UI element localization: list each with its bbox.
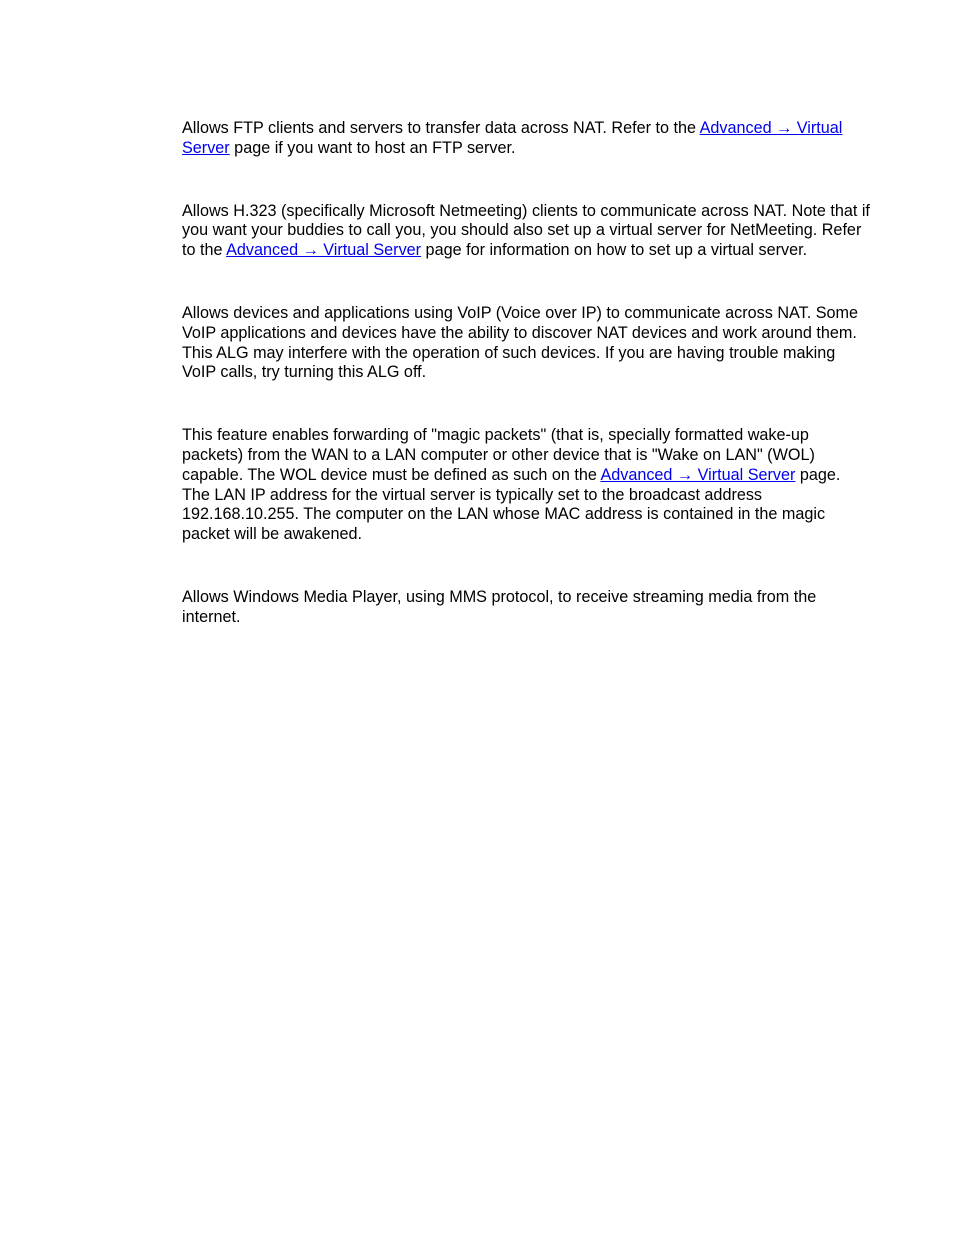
h323-text-after: page for information on how to set up a virtual server. [421, 241, 808, 260]
h323-text-before: Allows H.323 (specifically Microsoft Netmeeting) clients to communicate across NAT. Note that if you want your buddies to call you, you should also set up a virtual server for NetMeeting. Refer to the [182, 201, 870, 260]
h323-virtual-server-link[interactable]: Advanced → Virtual Server [226, 241, 422, 260]
voip-description: Allows devices and applications using VoIP (Voice over IP) to communicate across NAT. Some VoIP applications and devices have the ability to discover NAT devices and work around them. This ALG may interfere with the operation of such devices. If you are having trouble making VoIP calls, try turning this ALG off. [182, 303, 858, 382]
ftp-text-before: Allows FTP clients and servers to transfer data across NAT. Refer to the [182, 119, 700, 137]
ftp-description [182, 119, 872, 159]
wol-text-before: This feature enables forwarding of "magic packets" (that is, specially formatted wake-up packets) from the WAN to a LAN computer or other device that is "Wake on LAN" (WOL) capable. The WOL device must be defined as such on the [182, 426, 815, 484]
wol-description [182, 426, 872, 545]
mms-description: Allows Windows Media Player, using MMS protocol, to receive streaming media from the internet. [182, 587, 817, 626]
ftp-virtual-server-link[interactable]: Advanced → Virtual Server [182, 119, 843, 157]
ftp-text-after: page if you want to host an FTP server. [229, 138, 516, 157]
wol-virtual-server-link[interactable]: Advanced → Virtual Server [600, 465, 796, 484]
wol-text-after: page. The LAN IP address for the virtual server is typically set to the broadcast address 192.168.10.255. The computer on the LAN whose MAC address is contained in the magic packet will be awakened. [182, 465, 841, 544]
document-body [182, 119, 872, 628]
h323-description [182, 202, 872, 261]
